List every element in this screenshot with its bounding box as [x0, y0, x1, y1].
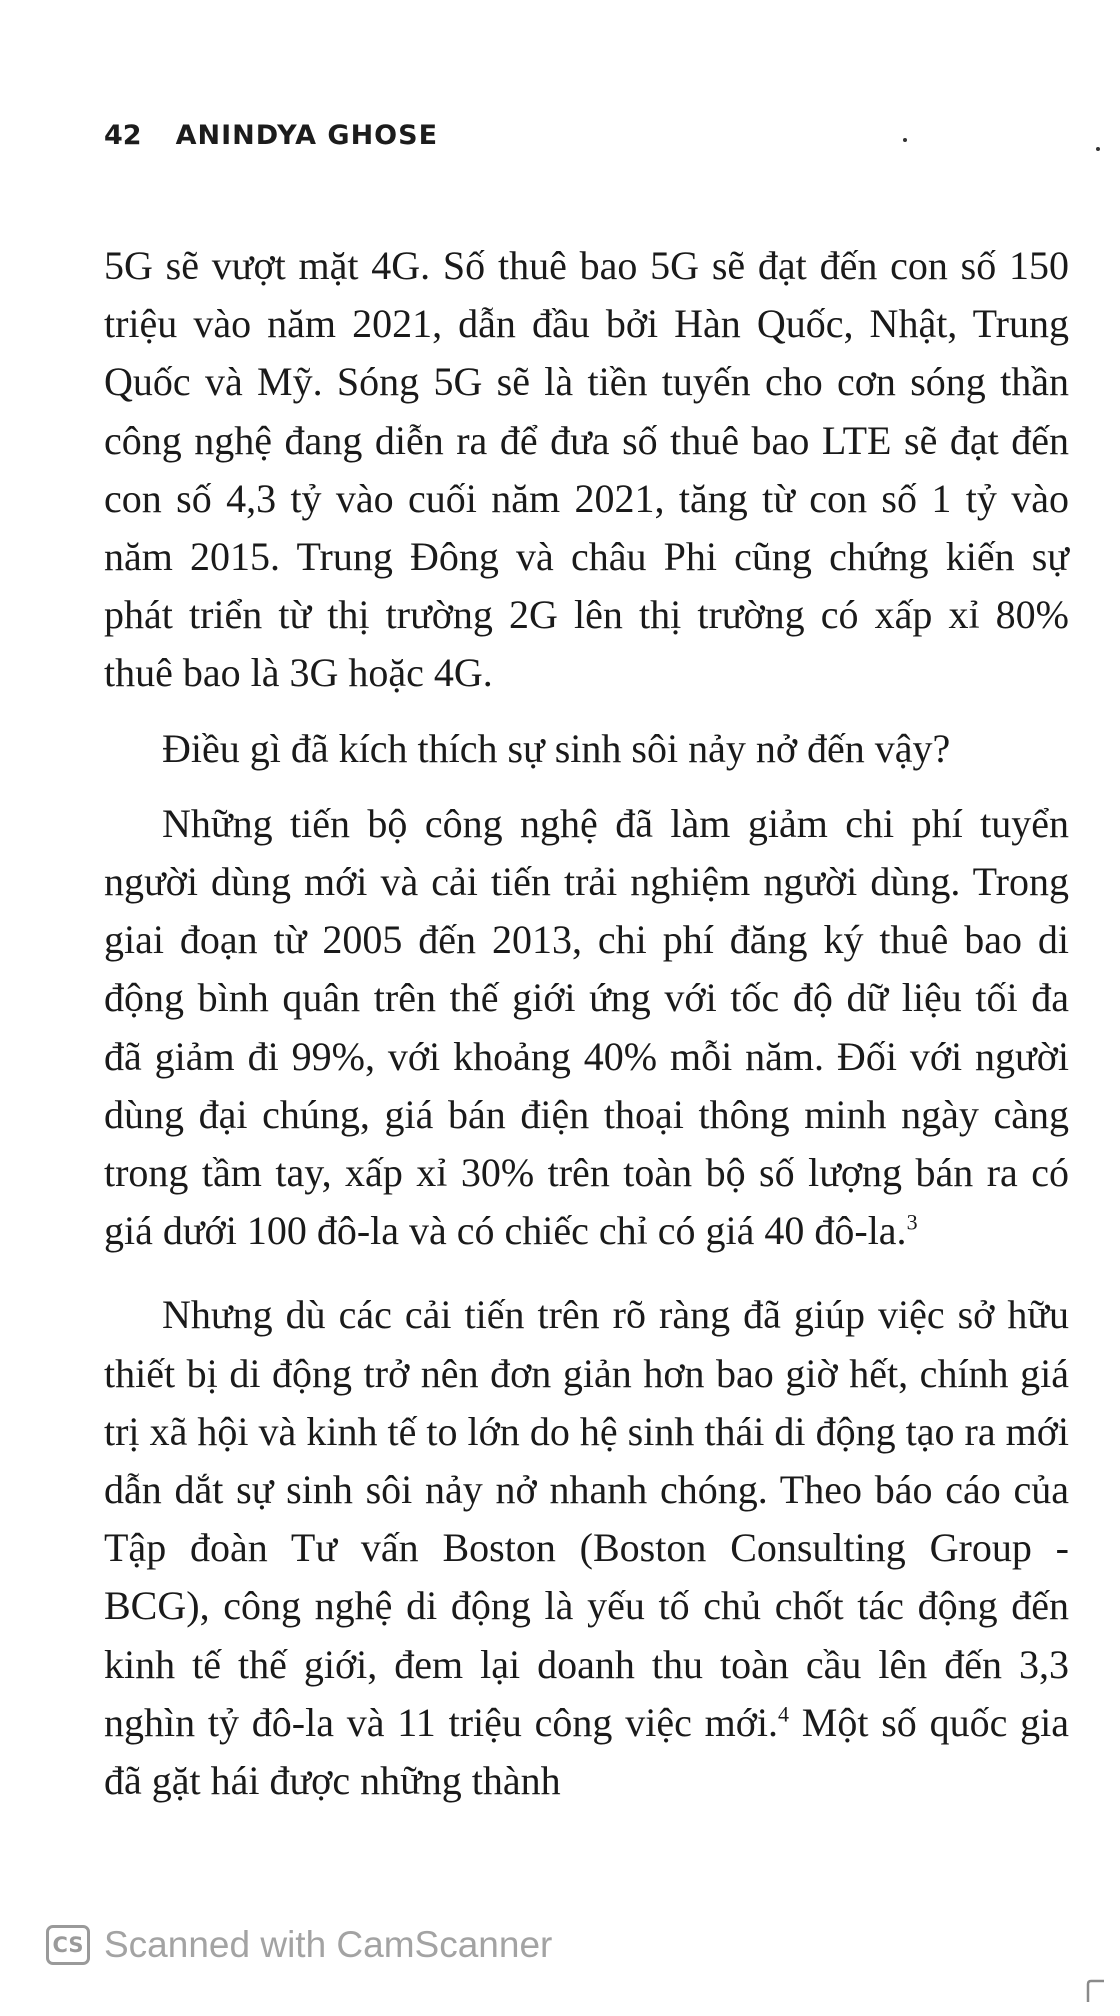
author-name: ANINDYA GHOSE — [175, 120, 439, 151]
paragraph-text-tail: Một số quốc gia đã gặt hái được những thành — [104, 1699, 1069, 1804]
paragraph-text: Những tiến bộ công nghệ đã làm giảm chi phí tuyển người dùng mới và cải tiến trải nghiệm người dùng. Trong giai đoạn từ 2005 đến 2013, chi phí đăng ký thuê bao di động bình quân trên thế giới ứng với tốc độ dữ liệu tối đa đã giảm đi 99%, với khoảng 40% mỗi năm. Đối với người dùng đại chúng, giá bán điện thoại thông minh ngày càng trong tầm tay, xấp xỉ 30% trên toàn bộ số lượng bán ra có giá dưới 100 đô-la và có chiếc chỉ có giá 40 đô-la. — [104, 800, 1069, 1254]
footnote-marker: 4 — [778, 1701, 789, 1727]
camscanner-logo-icon: CS — [46, 1925, 90, 1965]
running-header — [104, 120, 438, 151]
camscanner-watermark — [46, 1924, 552, 1966]
page-corner-mark-icon — [1085, 1978, 1107, 2004]
scan-speck — [1096, 147, 1100, 151]
paragraph-continuation — [104, 237, 1069, 703]
paragraph-question — [104, 720, 1069, 778]
paragraph-tech-progress — [104, 795, 1069, 1261]
paragraph-text: Nhưng dù các cải tiến trên rõ ràng đã giúp việc sở hữu thiết bị di động trở nên đơn giản hơn bao giờ hết, chính giá trị xã hội và kinh tế to lớn do hệ sinh thái di động tạo ra mới dẫn dắt sự sinh sôi nảy nở nhanh chóng. Theo báo cáo của Tập đoàn Tư vấn Boston (Boston Consulting Group - BCG), công nghệ di động là yếu tố chủ chốt tác động đến kinh tế thế giới, đem lại doanh thu toàn cầu lên đến 3,3 nghìn tỷ đô-la và 11 triệu công việc mới. — [104, 1292, 1069, 1745]
paragraph-economic-value — [104, 1286, 1069, 1810]
paragraph-text: Điều gì đã kích thích sự sinh sôi nảy nở đến vậy? — [162, 725, 951, 771]
page-number: 42 — [104, 120, 142, 151]
paragraph-text: 5G sẽ vượt mặt 4G. Số thuê bao 5G sẽ đạt đến con số 150 triệu vào năm 2021, dẫn đầu bởi Hàn Quốc, Nhật, Trung Quốc và Mỹ. Sóng 5G sẽ là tiền tuyến cho cơn sóng thần công nghệ đang diễn ra để đưa số thuê bao LTE sẽ đạt đến con số 4,3 tỷ vào cuối năm 2021, tăng từ con số 1 tỷ vào năm 2015. Trung Đông và châu Phi cũng chứng kiến sự phát triển từ thị trường 2G lên thị trường có xấp xỉ 80% thuê bao là 3G hoặc 4G. — [104, 243, 1069, 696]
scan-speck — [903, 138, 907, 142]
footnote-marker: 3 — [906, 1209, 918, 1235]
body-text — [104, 237, 1069, 1810]
watermark-text: Scanned with CamScanner — [104, 1924, 553, 1965]
